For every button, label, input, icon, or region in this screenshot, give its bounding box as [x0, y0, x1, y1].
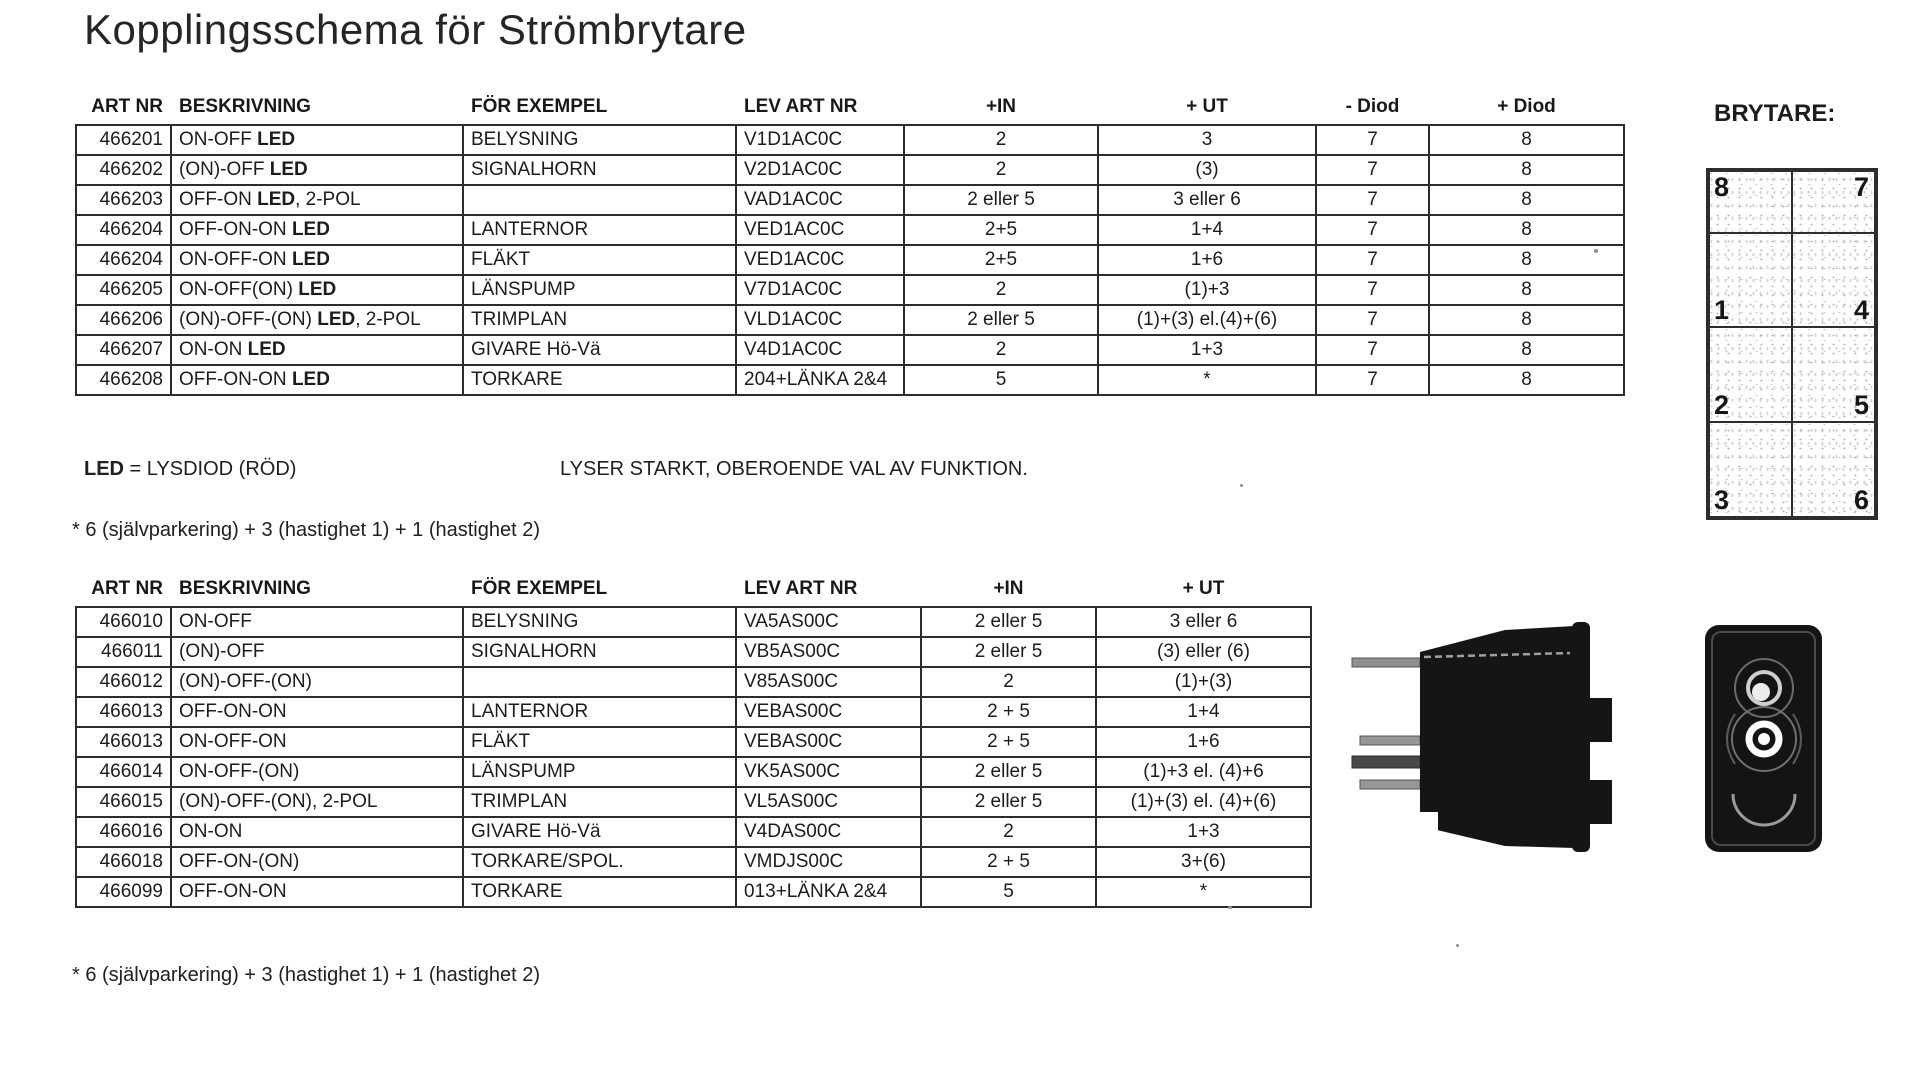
table-header-row: [76, 578, 1311, 607]
table-cell: 8: [1429, 215, 1624, 245]
table-cell: (1)+3: [1098, 275, 1316, 305]
rocker-switch-front-photo: [1701, 622, 1827, 856]
table-cell: 1+6: [1098, 245, 1316, 275]
table-cell: VA5AS00C: [736, 607, 921, 637]
table-cell: *: [1096, 877, 1311, 907]
table-cell: 466099: [76, 877, 171, 907]
mounting-tab: [1590, 780, 1612, 824]
table-cell: ON-ON LED: [171, 335, 463, 365]
table-cell: 2 eller 5: [904, 185, 1098, 215]
table-cell: 466010: [76, 607, 171, 637]
table-cell: 2 + 5: [921, 847, 1096, 877]
page-title: Kopplingsschema för Strömbrytare: [84, 6, 747, 53]
pin-number: 4: [1853, 295, 1869, 325]
table-cell: 7: [1316, 155, 1429, 185]
table-cell: (1)+(3) el. (4)+(6): [1096, 787, 1311, 817]
table-cell: 466011: [76, 637, 171, 667]
column-header-beskrivning: BESKRIVNING: [179, 96, 311, 117]
table-cell: 7: [1316, 185, 1429, 215]
table-cell: OFF-ON LED, 2-POL: [171, 185, 463, 215]
table-cell: TORKARE: [463, 365, 736, 395]
table-row: [76, 607, 1311, 637]
table-cell: OFF-ON-(ON): [171, 847, 463, 877]
brytare-cell: [1709, 233, 1792, 327]
table-cell: 8: [1429, 245, 1624, 275]
table-cell: 8: [1429, 185, 1624, 215]
table-cell: 013+LÄNKA 2&4: [736, 877, 921, 907]
table-cell: 466204: [76, 215, 171, 245]
table-cell: 466013: [76, 727, 171, 757]
table-cell: 1+4: [1098, 215, 1316, 245]
table-row: [76, 305, 1624, 335]
table-cell: 5: [921, 877, 1096, 907]
table-cell: 7: [1316, 275, 1429, 305]
table-cell: 466203: [76, 185, 171, 215]
table-row: [76, 787, 1311, 817]
table-row: [76, 245, 1624, 275]
column-header-forexempel: FÖR EXEMPEL: [471, 96, 608, 117]
brytare-cell: [1792, 233, 1875, 327]
table-cell: [463, 667, 736, 697]
switch-table-basic: [75, 578, 1312, 908]
table-cell: 7: [1316, 215, 1429, 245]
scan-speck: [1594, 249, 1598, 253]
lens-highlight: [1752, 683, 1770, 701]
table-cell: 2 + 5: [921, 697, 1096, 727]
table-cell: V7D1AC0C: [736, 275, 904, 305]
table-cell: 466016: [76, 817, 171, 847]
table-cell: 204+LÄNKA 2&4: [736, 365, 904, 395]
table-cell: 2 eller 5: [921, 637, 1096, 667]
table-cell: *: [1098, 365, 1316, 395]
table-cell: 466208: [76, 365, 171, 395]
scan-speck: [1240, 484, 1243, 487]
brytare-cell: [1709, 327, 1792, 422]
column-header-forexempel: FÖR EXEMPEL: [471, 578, 608, 599]
table-row: [76, 215, 1624, 245]
table-row: [76, 697, 1311, 727]
table-cell: (3): [1098, 155, 1316, 185]
terminal-pin: [1360, 736, 1420, 745]
table-cell: FLÄKT: [463, 727, 736, 757]
table-cell: ON-ON: [171, 817, 463, 847]
table-cell: 1+3: [1098, 335, 1316, 365]
table-cell: ON-OFF-ON LED: [171, 245, 463, 275]
table-row: [76, 125, 1624, 155]
table-cell: 3 eller 6: [1098, 185, 1316, 215]
column-header-levartnr: LEV ART NR: [744, 578, 858, 599]
table-row: [76, 847, 1311, 877]
table-cell: 2 eller 5: [904, 305, 1098, 335]
table-cell: OFF-ON-ON: [171, 877, 463, 907]
brytare-cell: [1792, 327, 1875, 422]
table-row: [76, 817, 1311, 847]
column-header-artnr: ART NR: [91, 578, 163, 599]
table-cell: V4DAS00C: [736, 817, 921, 847]
table-cell: SIGNALHORN: [463, 637, 736, 667]
table-cell: 2 eller 5: [921, 607, 1096, 637]
table-cell: BELYSNING: [463, 125, 736, 155]
table-cell: 2: [904, 275, 1098, 305]
table-cell: 3 eller 6: [1096, 607, 1311, 637]
led-definition-note: LED = LYSDIOD (RÖD): [84, 458, 297, 480]
table-cell: 466204: [76, 245, 171, 275]
table-cell: 466201: [76, 125, 171, 155]
table-row: [76, 757, 1311, 787]
table-cell: 7: [1316, 125, 1429, 155]
table-cell: TRIMPLAN: [463, 305, 736, 335]
body-notch: [1418, 812, 1438, 834]
switch-body: [1420, 626, 1574, 848]
table-cell: OFF-ON-ON LED: [171, 215, 463, 245]
table-cell: 466205: [76, 275, 171, 305]
column-header-ut: + UT: [1182, 578, 1225, 599]
led-behaviour-note: LYSER STARKT, OBEROENDE VAL AV FUNKTION.: [560, 458, 1028, 480]
table-row: [76, 877, 1311, 907]
column-header-ut: + UT: [1186, 96, 1228, 117]
table-cell: (ON)-OFF-(ON) LED, 2-POL: [171, 305, 463, 335]
table-cell: OFF-ON-ON LED: [171, 365, 463, 395]
pin-number: 3: [1714, 485, 1730, 515]
table-cell: FLÄKT: [463, 245, 736, 275]
table-cell: LANTERNOR: [463, 697, 736, 727]
table-cell: TORKARE/SPOL.: [463, 847, 736, 877]
table-cell: V85AS00C: [736, 667, 921, 697]
table-row: [76, 185, 1624, 215]
table-row: [76, 637, 1311, 667]
table-cell: LÄNSPUMP: [463, 757, 736, 787]
rocker-switch-side-photo: [1350, 620, 1616, 856]
table-cell: BELYSNING: [463, 607, 736, 637]
column-header-plusdiod: + Diod: [1497, 96, 1556, 117]
table-cell: 2+5: [904, 245, 1098, 275]
table-cell: 5: [904, 365, 1098, 395]
terminal-pin: [1352, 658, 1420, 667]
table-cell: LANTERNOR: [463, 215, 736, 245]
mounting-flange: [1572, 622, 1590, 852]
table-cell: (ON)-OFF-(ON): [171, 667, 463, 697]
table-cell: VLD1AC0C: [736, 305, 904, 335]
scan-speck: [1456, 944, 1459, 947]
table-cell: [463, 185, 736, 215]
table-row: [76, 275, 1624, 305]
table-cell: 8: [1429, 305, 1624, 335]
table-cell: 466014: [76, 757, 171, 787]
table-cell: 2: [904, 155, 1098, 185]
table-cell: GIVARE Hö-Vä: [463, 817, 736, 847]
column-header-minusdiod: - Diod: [1345, 96, 1400, 117]
table-cell: (ON)-OFF: [171, 637, 463, 667]
table-cell: VMDJS00C: [736, 847, 921, 877]
table-cell: 1+3: [1096, 817, 1311, 847]
table-cell: VL5AS00C: [736, 787, 921, 817]
table-cell: 2+5: [904, 215, 1098, 245]
table-cell: VEBAS00C: [736, 727, 921, 757]
brytare-cell: [1709, 171, 1792, 233]
table-body: [76, 607, 1311, 907]
table-cell: V1D1AC0C: [736, 125, 904, 155]
brytare-cell: [1709, 422, 1792, 517]
table-cell: SIGNALHORN: [463, 155, 736, 185]
table-cell: 8: [1429, 155, 1624, 185]
table-cell: (1)+(3) el.(4)+(6): [1098, 305, 1316, 335]
table-cell: 466013: [76, 697, 171, 727]
table-cell: VED1AC0C: [736, 245, 904, 275]
pin-number: 7: [1853, 172, 1869, 202]
table-cell: 2: [904, 125, 1098, 155]
table-cell: ON-OFF: [171, 607, 463, 637]
star-footnote-2: * 6 (självparkering) + 3 (hastighet 1) + 1 (hastighet 2): [72, 964, 541, 986]
column-header-beskrivning: BESKRIVNING: [179, 578, 311, 599]
pin-number: 1: [1714, 295, 1730, 325]
column-header-artnr: ART NR: [91, 96, 163, 117]
table-row: [76, 335, 1624, 365]
table-cell: 2 + 5: [921, 727, 1096, 757]
table-cell: V4D1AC0C: [736, 335, 904, 365]
table-header-row: [76, 96, 1624, 125]
table-cell: (1)+(3): [1096, 667, 1311, 697]
table-cell: LÄNSPUMP: [463, 275, 736, 305]
table-cell: 8: [1429, 275, 1624, 305]
column-header-in: +IN: [993, 578, 1024, 599]
pin-number: 6: [1853, 485, 1869, 515]
table-cell: 2 eller 5: [921, 787, 1096, 817]
column-header-in: +IN: [985, 96, 1017, 117]
table-cell: (ON)-OFF-(ON), 2-POL: [171, 787, 463, 817]
table-cell: VK5AS00C: [736, 757, 921, 787]
table-cell: 7: [1316, 305, 1429, 335]
table-cell: ON-OFF(ON) LED: [171, 275, 463, 305]
table-cell: 466207: [76, 335, 171, 365]
table-cell: 2 eller 5: [921, 757, 1096, 787]
brytare-label: BRYTARE:: [1714, 100, 1836, 127]
pin-number: 8: [1714, 172, 1730, 202]
table-body: [76, 125, 1624, 395]
table-cell: 8: [1429, 335, 1624, 365]
table-cell: 3: [1098, 125, 1316, 155]
table-cell: GIVARE Hö-Vä: [463, 335, 736, 365]
table-cell: 2: [904, 335, 1098, 365]
table-cell: TRIMPLAN: [463, 787, 736, 817]
scan-speck: [1228, 906, 1232, 909]
table-cell: (1)+3 el. (4)+6: [1096, 757, 1311, 787]
table-row: [76, 667, 1311, 697]
table-cell: ON-OFF LED: [171, 125, 463, 155]
table-cell: VAD1AC0C: [736, 185, 904, 215]
table-cell: ON-OFF-ON: [171, 727, 463, 757]
table-cell: 466015: [76, 787, 171, 817]
mounting-tab: [1590, 698, 1612, 742]
table-cell: ON-OFF-(ON): [171, 757, 463, 787]
pin-number: 2: [1714, 390, 1730, 420]
column-header-levartnr: LEV ART NR: [744, 96, 858, 117]
star-footnote-1: * 6 (självparkering) + 3 (hastighet 1) + 1 (hastighet 2): [72, 519, 541, 541]
table-cell: (ON)-OFF LED: [171, 155, 463, 185]
brytare-cell: [1792, 171, 1875, 233]
table-cell: VB5AS00C: [736, 637, 921, 667]
table-cell: 7: [1316, 245, 1429, 275]
table-cell: 8: [1429, 365, 1624, 395]
table-cell: 2: [921, 817, 1096, 847]
table-cell: VED1AC0C: [736, 215, 904, 245]
table-row: [76, 155, 1624, 185]
table-cell: 466012: [76, 667, 171, 697]
table-cell: 1+4: [1096, 697, 1311, 727]
table-cell: 7: [1316, 365, 1429, 395]
terminal-pin: [1360, 780, 1420, 789]
table-cell: 3+(6): [1096, 847, 1311, 877]
table-cell: (3) eller (6): [1096, 637, 1311, 667]
table-cell: 466206: [76, 305, 171, 335]
table-row: [76, 365, 1624, 395]
table-cell: 1+6: [1096, 727, 1311, 757]
table-cell: OFF-ON-ON: [171, 697, 463, 727]
actuator-dot: [1758, 733, 1770, 745]
table-cell: 2: [921, 667, 1096, 697]
table-cell: TORKARE: [463, 877, 736, 907]
table-cell: 7: [1316, 335, 1429, 365]
pin-number: 5: [1853, 390, 1869, 420]
table-cell: 466202: [76, 155, 171, 185]
switch-table-led: [75, 96, 1625, 396]
brytare-pinout-diagram: [1706, 168, 1878, 520]
table-cell: VEBAS00C: [736, 697, 921, 727]
brytare-cell: [1792, 422, 1875, 517]
table-cell: 8: [1429, 125, 1624, 155]
table-cell: 466018: [76, 847, 171, 877]
terminal-pin: [1352, 756, 1420, 768]
table-cell: V2D1AC0C: [736, 155, 904, 185]
table-row: [76, 727, 1311, 757]
